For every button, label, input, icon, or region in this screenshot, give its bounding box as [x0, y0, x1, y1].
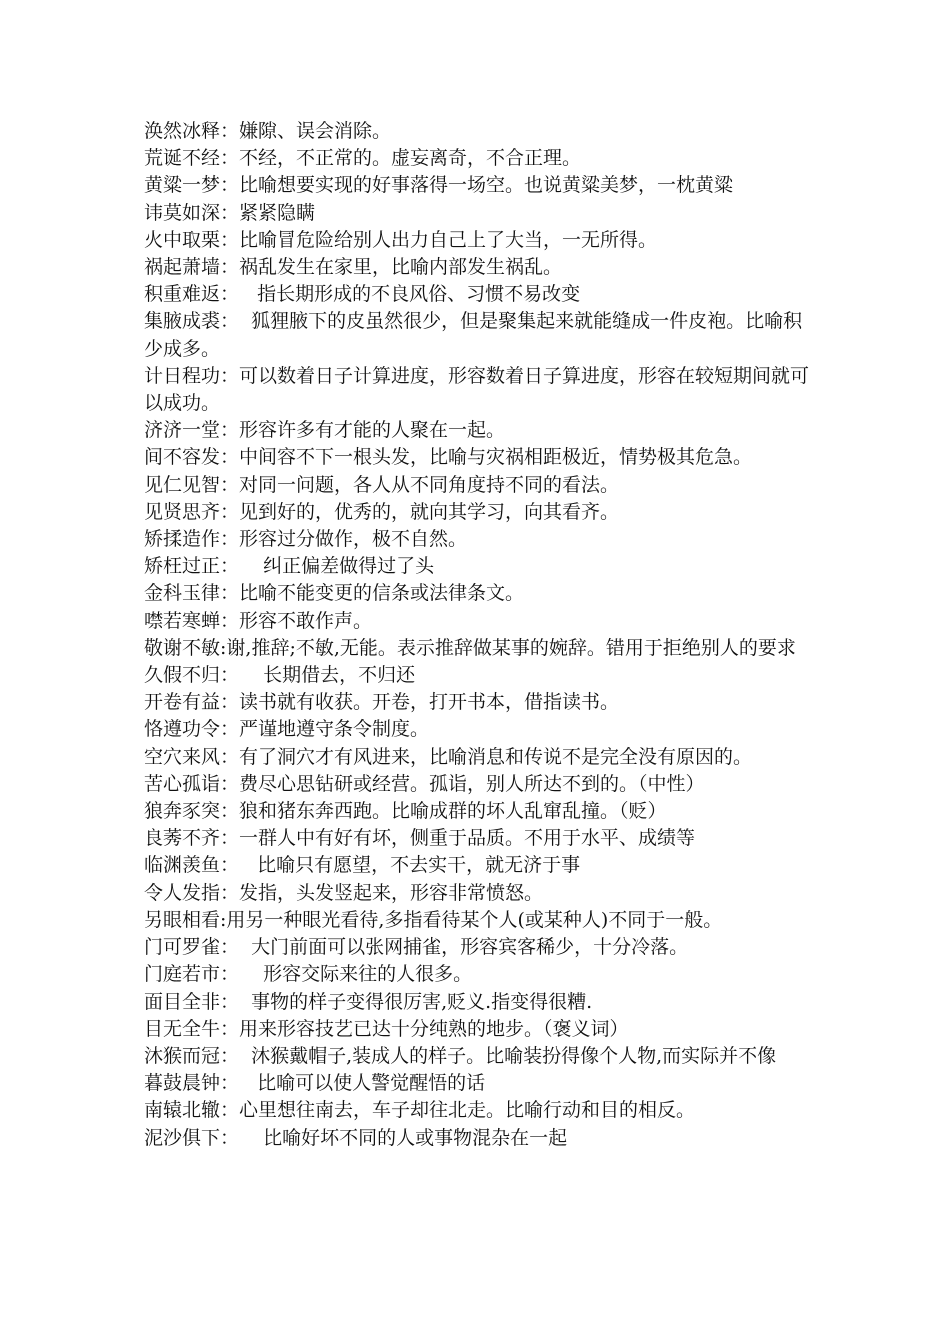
idiom-entry: 恪遵功令：严谨地遵守条令制度。	[144, 718, 430, 741]
idiom-entry: 矫揉造作：形容过分做作，极不自然。	[144, 528, 468, 551]
idiom-entry: 积重难返： 指长期形成的不良风俗、习惯不易改变	[144, 283, 581, 306]
idiom-entry: 临渊羡鱼： 比喻只有愿望，不去实干，就无济于事	[144, 854, 581, 877]
idiom-entry: 空穴来风：有了洞穴才有风进来，比喻消息和传说不是完全没有原因的。	[144, 745, 753, 768]
idiom-entry: 见贤思齐：见到好的，优秀的，就向其学习，向其看齐。	[144, 500, 620, 523]
idiom-entry: 敬谢不敏:谢,推辞;不敏,无能。表示推辞做某事的婉辞。错用于拒绝别人的要求	[144, 636, 796, 659]
idiom-entry: 门庭若市： 形容交际来往的人很多。	[144, 963, 473, 986]
idiom-entry: 良莠不齐：一群人中有好有坏，侧重于品质。不用于水平、成绩等	[144, 827, 696, 850]
idiom-entry: 见仁见智：对同一问题，各人从不同角度持不同的看法。	[144, 473, 620, 496]
idiom-entry: 狼奔豕突：狼和猪东奔西跑。比喻成群的坏人乱窜乱撞。（贬）	[144, 800, 667, 823]
idiom-entry: 间不容发：中间容不下一根头发，比喻与灾祸相距极近，情势极其危急。	[144, 446, 753, 469]
idiom-entry: 祸起萧墙：祸乱发生在家里，比喻内部发生祸乱。	[144, 256, 563, 279]
idiom-entry: 沐猴而冠： 沐猴戴帽子,装成人的样子。比喻装扮得像个人物,而实际并不像	[144, 1044, 777, 1067]
idiom-entry: 目无全牛：用来形容技艺已达十分纯熟的地步。（褒义词）	[144, 1017, 629, 1040]
idiom-entry: 涣然冰释：嫌隙、误会消除。	[144, 120, 392, 142]
idiom-entry: 门可罗雀： 大门前面可以张网捕雀，形容宾客稀少，十分冷落。	[144, 936, 689, 959]
idiom-entry: 金科玉律：比喻不能变更的信条或法律条文。	[144, 582, 525, 605]
idiom-entry: 火中取栗：比喻冒危险给别人出力自己上了大当，一无所得。	[144, 228, 658, 251]
idiom-entry: 令人发指：发指，头发竖起来，形容非常愤怒。	[144, 881, 544, 904]
idiom-entry: 泥沙俱下： 比喻好坏不同的人或事物混杂在一起	[144, 1126, 568, 1149]
idiom-entry: 开卷有益：读书就有收获。开卷，打开书本，借指读书。	[144, 691, 620, 714]
idiom-entry: 噤若寒蝉：形容不敢作声。	[144, 609, 373, 632]
idiom-entry: 计日程功：可以数着日子计算进度，形容数着日子算进度，形容在较短期间就可以成功。	[144, 364, 810, 415]
idiom-entry: 久假不归： 长期借去，不归还	[144, 664, 416, 687]
document-page	[144, 118, 814, 1152]
idiom-entry: 荒诞不经：不经，不正常的。虚妄离奇，不合正理。	[144, 147, 582, 170]
idiom-entry: 面目全非： 事物的样子变得很厉害,贬义.指变得很糟.	[144, 990, 593, 1013]
idiom-entry: 暮鼓晨钟： 比喻可以使人警觉醒悟的话	[144, 1072, 486, 1095]
idiom-entry: 苦心孤诣：费尽心思钻研或经营。孤诣，别人所达不到的。（中性）	[144, 772, 705, 795]
idiom-entry: 济济一堂：形容许多有才能的人聚在一起。	[144, 419, 506, 442]
idiom-entry: 讳莫如深：紧紧隐瞒	[144, 201, 316, 224]
idiom-entry: 黄粱一梦：比喻想要实现的好事落得一场空。也说黄粱美梦，一枕黄粱	[144, 174, 734, 197]
idiom-entry: 另眼相看:用另一种眼光看待,多指看待某个人(或某种人)不同于一般。	[144, 908, 723, 931]
idiom-entry: 矫枉过正： 纠正偏差做得过了头	[144, 555, 435, 578]
idiom-entry: 南辕北辙：心里想往南去，车子却往北走。比喻行动和目的相反。	[144, 1099, 696, 1122]
idiom-entry: 集腋成裘： 狐狸腋下的皮虽然很少，但是聚集起来就能缝成一件皮袍。比喻积少成多。	[144, 310, 803, 360]
